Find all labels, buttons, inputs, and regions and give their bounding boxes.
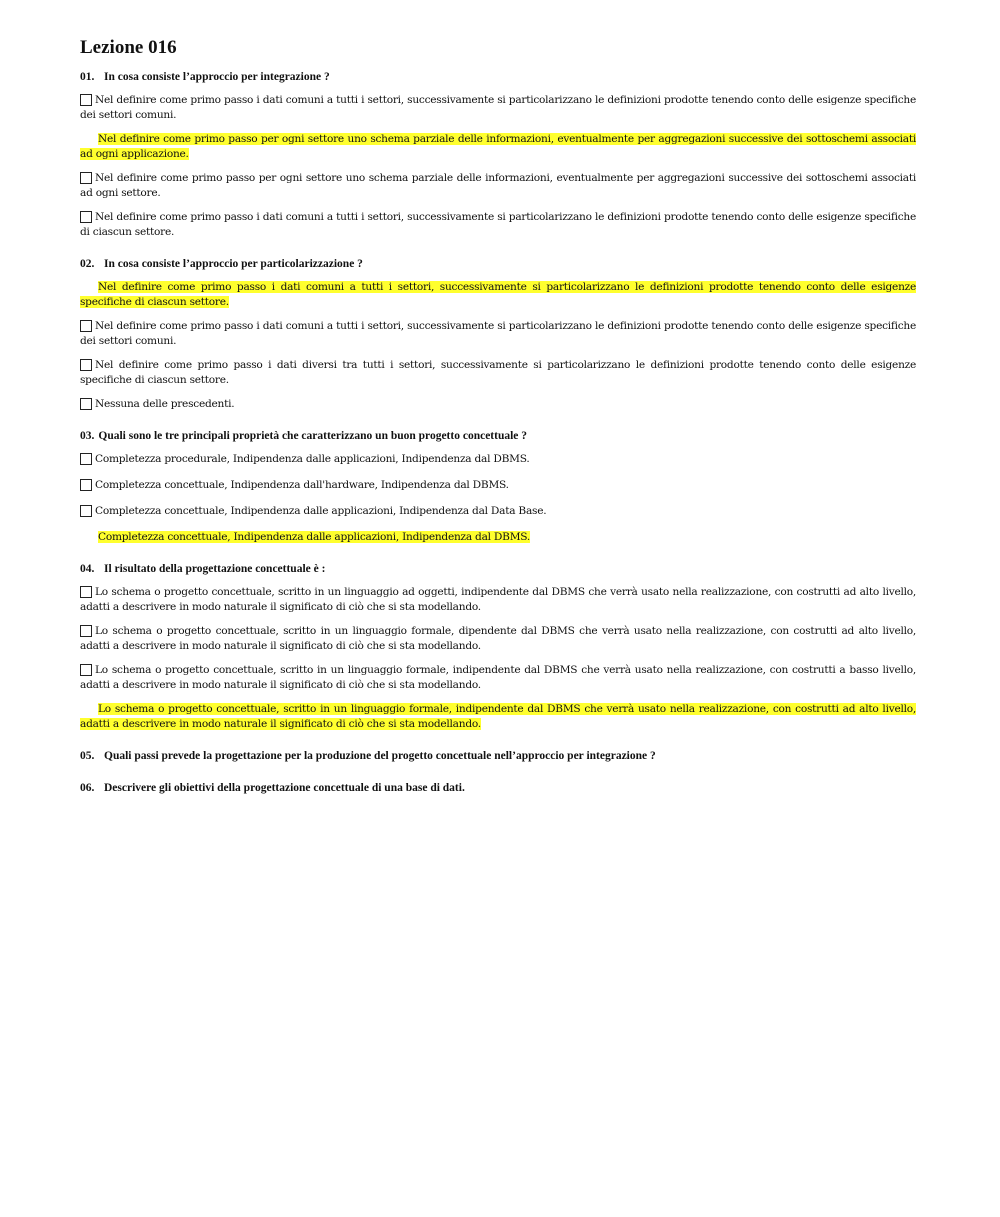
answer-option	[80, 319, 916, 349]
option-checkbox[interactable]	[80, 664, 92, 676]
question-number: 05.	[80, 750, 95, 762]
question-title	[80, 562, 916, 577]
option-checkbox[interactable]	[80, 211, 92, 223]
question-number: 06.	[80, 782, 95, 794]
option-text: Completezza concettuale, Indipendenza dalle applicazioni, Indipendenza dal DBMS.	[98, 531, 531, 543]
option-checkbox[interactable]	[80, 398, 92, 410]
question-block	[80, 257, 916, 412]
answer-option	[80, 585, 916, 615]
option-checkbox[interactable]	[80, 94, 92, 106]
question-number: 01.	[80, 71, 95, 83]
option-text: Nel definire come primo passo i dati diversi tra tutti i settori, successivamente si particolarizzano le definizioni prodotte tenendo conto delle esigenze specifiche di ciascun settore.	[80, 359, 916, 386]
question-block	[80, 562, 916, 732]
option-text: Nel definire come primo passo i dati comuni a tutti i settori, successivamente si particolarizzano le definizioni prodotte tenendo conto delle esigenze specifiche di ciascun settore.	[80, 211, 916, 238]
option-checkbox[interactable]	[80, 505, 92, 517]
option-text: Completezza procedurale, Indipendenza dalle applicazioni, Indipendenza dal DBMS.	[95, 453, 530, 465]
question-block	[80, 781, 916, 796]
option-text: Nel definire come primo passo i dati comuni a tutti i settori, successivamente si particolarizzano le definizioni prodotte tenendo conto delle esigenze specifiche di ciascun settore.	[80, 281, 916, 308]
option-text: Lo schema o progetto concettuale, scritto in un linguaggio formale, indipendente dal DBMS che verrà usato nella realizzazione, con costrutti a basso livello, adatti a descrivere in modo naturale il significato di ciò che si sta modellando.	[80, 664, 916, 691]
question-list	[80, 70, 916, 796]
answer-option	[80, 397, 916, 412]
option-checkbox[interactable]	[80, 586, 92, 598]
option-text: Nel definire come primo passo i dati comuni a tutti i settori, successivamente si particolarizzano le definizioni prodotte tenendo conto delle esigenze specifiche dei settori comuni.	[80, 320, 916, 347]
question-text: Quali sono le tre principali proprietà che caratterizzano un buon progetto concettuale ?	[98, 430, 528, 442]
question-text: Descrivere gli obiettivi della progettazione concettuale di una base di dati.	[104, 782, 465, 794]
answer-option	[80, 358, 916, 388]
answer-option	[80, 624, 916, 654]
option-checkbox[interactable]	[80, 172, 92, 184]
lesson-title: Lezione 016	[80, 37, 177, 58]
question-block	[80, 70, 916, 240]
option-checkbox[interactable]	[80, 479, 92, 491]
option-text: Completezza concettuale, Indipendenza dalle applicazioni, Indipendenza dal Data Base.	[95, 505, 547, 517]
document-page	[80, 36, 916, 813]
question-text: Il risultato della progettazione concettuale è :	[104, 563, 326, 575]
answer-option	[80, 663, 916, 693]
question-text: In cosa consiste l’approccio per particolarizzazione ?	[104, 258, 363, 270]
answer-option	[80, 504, 916, 519]
question-title	[80, 781, 916, 796]
option-checkbox[interactable]	[80, 359, 92, 371]
option-text: Nel definire come primo passo i dati comuni a tutti i settori, successivamente si particolarizzano le definizioni prodotte tenendo conto delle esigenze specifiche dei settori comuni.	[80, 94, 916, 121]
option-text: Lo schema o progetto concettuale, scritto in un linguaggio formale, indipendente dal DBMS che verrà usato nella realizzazione, con costrutti ad alto livello, adatti a descrivere in modo naturale il significato di ciò che si sta modellando.	[80, 703, 916, 730]
option-text: Lo schema o progetto concettuale, scritto in un linguaggio formale, dipendente dal DBMS che verrà usato nella realizzazione, con costrutti ad alto livello, adatti a descrivere in modo naturale il significato di ciò che si sta modellando.	[80, 625, 916, 652]
question-number: 04.	[80, 563, 95, 575]
correct-answer-option	[80, 132, 916, 162]
option-text: Completezza concettuale, Indipendenza dall'hardware, Indipendenza dal DBMS.	[95, 479, 509, 491]
answer-option	[80, 478, 916, 493]
option-checkbox[interactable]	[80, 453, 92, 465]
question-block	[80, 429, 916, 545]
answer-option	[80, 93, 916, 123]
question-number: 02.	[80, 258, 95, 270]
question-title	[80, 429, 916, 444]
answer-option	[80, 171, 916, 201]
option-checkbox[interactable]	[80, 625, 92, 637]
question-text: In cosa consiste l’approccio per integrazione ?	[104, 71, 330, 83]
answer-option	[80, 210, 916, 240]
option-text: Nessuna delle prescedenti.	[95, 398, 235, 410]
question-text: Quali passi prevede la progettazione per la produzione del progetto concettuale nell’approccio per integrazione ?	[104, 750, 656, 762]
correct-answer-option	[80, 530, 916, 545]
question-number: 03.	[80, 430, 95, 442]
option-checkbox[interactable]	[80, 320, 92, 332]
option-text: Nel definire come primo passo per ogni settore uno schema parziale delle informazioni, eventualmente per aggregazioni successive dei sottoschemi associati ad ogni applicazione.	[80, 133, 916, 160]
correct-answer-option	[80, 702, 916, 732]
question-block	[80, 749, 916, 764]
option-text: Nel definire come primo passo per ogni settore uno schema parziale delle informazioni, eventualmente per aggregazioni successive dei sottoschemi associati ad ogni settore.	[80, 172, 916, 199]
question-title	[80, 70, 916, 85]
option-text: Lo schema o progetto concettuale, scritto in un linguaggio ad oggetti, indipendente dal DBMS che verrà usato nella realizzazione, con costrutti ad alto livello, adatti a descrivere in modo naturale il significato di ciò che si sta modellando.	[80, 586, 916, 613]
question-title	[80, 257, 916, 272]
question-title	[80, 749, 916, 764]
correct-answer-option	[80, 280, 916, 310]
answer-option	[80, 452, 916, 467]
